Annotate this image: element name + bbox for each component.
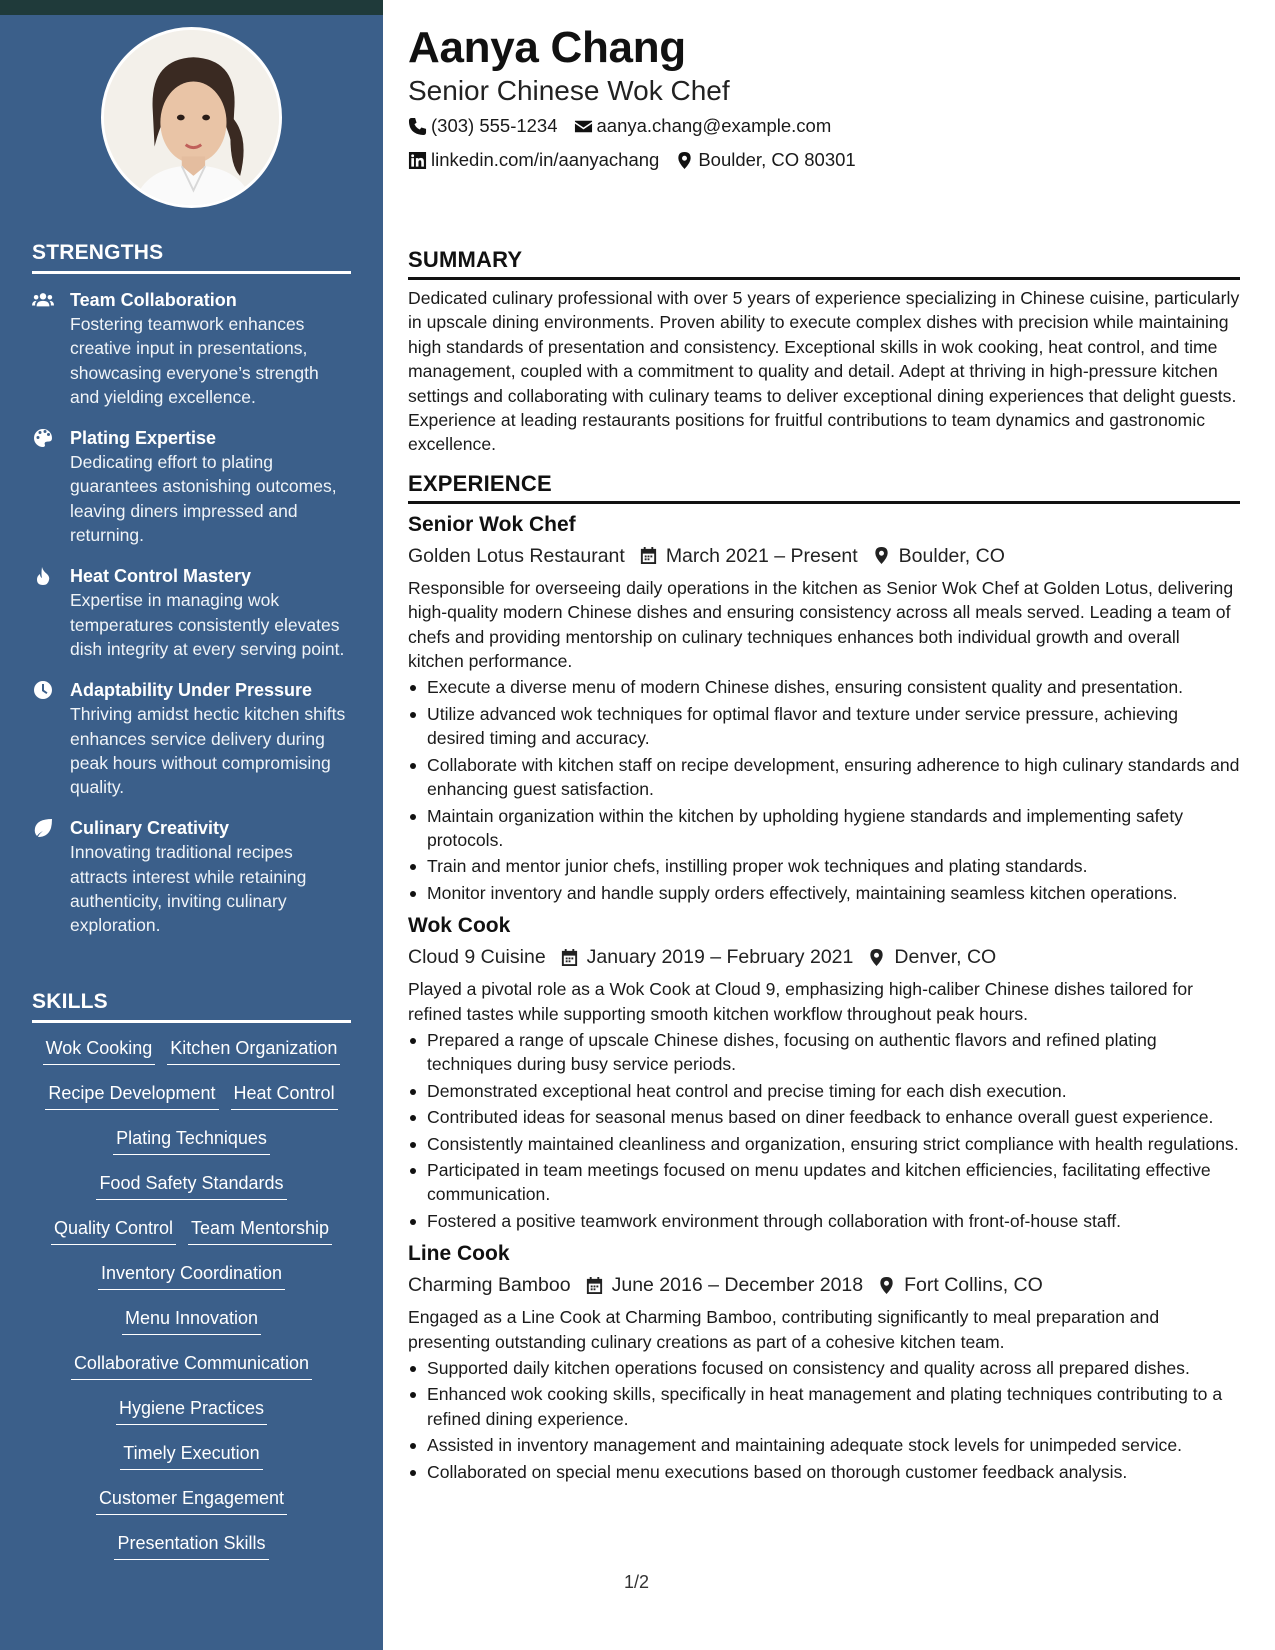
profile-photo (101, 27, 282, 208)
bullet-item: Consistently maintained cleanliness and organization, ensuring strict compliance with health regulations. (408, 1132, 1240, 1156)
job-location: Fort Collins, CO (904, 1274, 1043, 1297)
linkedin-icon (408, 151, 427, 170)
job-meta (408, 941, 1240, 973)
page-number: 1/2 (624, 1572, 650, 1592)
bullet-item: Demonstrated exceptional heat control and precise timing for each dish execution. (408, 1079, 1240, 1103)
skill-tag: Team Mentorship (188, 1215, 332, 1245)
strength-desc: Fostering teamwork enhances creative input in presentations, showcasing everyone’s strength and yielding excellence. (70, 314, 319, 407)
bullet-item: Assisted in inventory management and maintaining adequate stock levels for unimpeded service. (408, 1433, 1240, 1457)
sidebar-top-bar (0, 0, 383, 15)
map-pin-icon (867, 948, 886, 967)
bullet-item: Fostered a positive teamwork environment through collaboration with front-of-house staff. (408, 1209, 1240, 1233)
bullet-item: Train and mentor junior chefs, instilling proper wok techniques and plating standards. (408, 854, 1240, 878)
phone-number: (303) 555-1234 (431, 115, 558, 136)
email-address[interactable]: aanya.chang@example.com (596, 115, 832, 136)
skills-list (32, 1032, 351, 1572)
main-content (408, 22, 1240, 1486)
bullet-item: Monitor inventory and handle supply orders effectively, maintaining seamless kitchen operations. (408, 881, 1240, 905)
job-bullets (408, 675, 1240, 905)
map-pin-icon (872, 546, 891, 565)
strength-item (32, 816, 352, 937)
skill-tag: Timely Execution (120, 1440, 262, 1470)
job-bullets (408, 1356, 1240, 1484)
job-title: Line Cook (408, 1242, 510, 1266)
summary-text: Dedicated culinary professional with over 5 years of experience specializing in Chinese cuisine, particularly in upscale dining environments. Proven ability to execute complex dishes with precision while maintaining high standards of presentation and consistency. Exceptional skills in wok cooking, heat control, and time management, coupled with a commitment to quality and detail. Adept at thriving in high-pressure kitchen settings and collaborating with culinary teams to deliver exceptional dining experiences that delight guests. Experience at leading restaurants positions for fruitful contributions to team dynamics and gastronomic excellence. (408, 288, 1240, 455)
skill-tag: Kitchen Organization (167, 1035, 340, 1065)
job-location: Denver, CO (894, 946, 997, 969)
strength-desc: Innovating traditional recipes attracts interest while retaining authenticity, inviting culinary exploration. (70, 842, 307, 936)
job-meta (408, 540, 1240, 572)
skill-tag: Wok Cooking (43, 1035, 156, 1065)
job-entry (408, 1239, 1240, 1484)
candidate-name: Aanya Chang (408, 23, 686, 72)
experience-heading: EXPERIENCE (408, 471, 1240, 504)
job-description: Responsible for overseeing daily operations in the kitchen as Senior Wok Chef at Golden Lotus, delivering high-quality modern Chinese dishes and ensuring consistency across all meals served. Leading a team of chefs and providing mentorship on culinary techniques enhances both individual growth and overall kitchen performance. (408, 577, 1234, 672)
job-bullets (408, 1028, 1240, 1233)
phone-contact (408, 110, 558, 142)
location-contact (675, 144, 855, 176)
job-title: Wok Cook (408, 914, 511, 938)
skill-tag: Collaborative Communication (71, 1350, 312, 1380)
strength-item (32, 564, 352, 661)
bullet-item: Maintain organization within the kitchen by upholding hygiene standards and implementing safety protocols. (408, 804, 1240, 853)
strength-item (32, 678, 352, 799)
job-location: Boulder, CO (898, 544, 1005, 567)
skill-tag: Customer Engagement (96, 1485, 287, 1515)
job-entry (408, 911, 1240, 1233)
bullet-item: Collaborated on special menu executions based on thorough customer feedback analysis. (408, 1460, 1240, 1484)
fire-icon (32, 564, 70, 661)
strength-title: Adaptability Under Pressure (70, 680, 313, 701)
leaf-icon (32, 816, 70, 937)
bullet-item: Collaborate with kitchen staff on recipe development, ensuring adherence to high culinary standards and enhancing guest satisfaction. (408, 753, 1240, 802)
users-icon (32, 288, 70, 409)
skill-tag: Heat Control (231, 1080, 338, 1110)
job-title: Senior Wok Chef (408, 512, 576, 536)
skills-heading: SKILLS (32, 990, 351, 1023)
skill-tag: Quality Control (51, 1215, 176, 1245)
bullet-item: Execute a diverse menu of modern Chinese dishes, ensuring consistent quality and presentation. (408, 675, 1240, 699)
envelope-icon (574, 117, 593, 136)
strength-title: Culinary Creativity (70, 818, 230, 839)
bullet-item: Supported daily kitchen operations focused on consistency and quality across all prepared dishes. (408, 1356, 1240, 1380)
location-text: Boulder, CO 80301 (698, 149, 856, 170)
linkedin-contact[interactable] (408, 144, 659, 176)
calendar-icon (585, 1276, 604, 1295)
contact-row (408, 144, 1240, 176)
job-dates: January 2019 – February 2021 (586, 946, 854, 969)
job-company: Charming Bamboo (408, 1274, 571, 1297)
job-company: Golden Lotus Restaurant (408, 544, 625, 567)
job-dates: June 2016 – December 2018 (611, 1274, 864, 1297)
strength-desc: Dedicating effort to plating guarantees astonishing outcomes, leaving diners impressed and returning. (70, 452, 337, 546)
job-meta (408, 1269, 1240, 1301)
strength-item (32, 288, 352, 409)
skill-tag: Inventory Coordination (98, 1260, 285, 1290)
strength-item (32, 426, 352, 547)
sidebar (0, 0, 383, 1650)
bullet-item: Prepared a range of upscale Chinese dishes, focusing on authentic flavors and refined plating techniques during busy service periods. (408, 1028, 1240, 1077)
skill-tag: Presentation Skills (114, 1530, 268, 1560)
skill-tag: Recipe Development (45, 1080, 218, 1110)
candidate-title: Senior Chinese Wok Chef (408, 75, 730, 106)
skill-tag: Hygiene Practices (116, 1395, 267, 1425)
map-pin-icon (675, 151, 694, 170)
strength-desc: Expertise in managing wok temperatures consistently elevates dish integrity at every serving point. (70, 590, 345, 659)
strength-desc: Thriving amidst hectic kitchen shifts enhances service delivery during peak hours without compromising quality. (70, 704, 346, 798)
clock-icon (32, 678, 70, 799)
summary-heading: SUMMARY (408, 247, 1240, 280)
job-company: Cloud 9 Cuisine (408, 946, 546, 969)
calendar-icon (639, 546, 658, 565)
strength-title: Heat Control Mastery (70, 566, 252, 587)
job-description: Engaged as a Line Cook at Charming Bamboo, contributing significantly to meal preparation and presenting outstanding culinary creations as part of a cohesive kitchen team. (408, 1307, 1160, 1352)
strengths-list (32, 288, 352, 955)
skill-tag: Plating Techniques (113, 1125, 270, 1155)
strength-title: Team Collaboration (70, 290, 237, 310)
skill-tag: Menu Innovation (122, 1305, 261, 1335)
linkedin-url[interactable]: linkedin.com/in/aanyachang (431, 149, 660, 170)
map-pin-icon (877, 1276, 896, 1295)
job-description: Played a pivotal role as a Wok Cook at Cloud 9, emphasizing high-caliber Chinese dishes tailored for refined tastes while supporting smooth kitchen workflow throughout peak hours. (408, 979, 1193, 1024)
strengths-heading: STRENGTHS (32, 241, 351, 274)
skill-tag: Food Safety Standards (96, 1170, 286, 1200)
email-contact[interactable] (574, 110, 832, 142)
bullet-item: Utilize advanced wok techniques for optimal flavor and texture under service pressure, achieving desired timing and accuracy. (408, 702, 1240, 751)
bullet-item: Enhanced wok cooking skills, specifically in heat management and plating techniques contributing to a refined dining experience. (408, 1382, 1240, 1431)
palette-icon (32, 426, 70, 547)
bullet-item: Contributed ideas for seasonal menus based on diner feedback to enhance overall guest experience. (408, 1105, 1240, 1129)
job-entry (408, 510, 1240, 905)
phone-icon (408, 117, 427, 136)
job-dates: March 2021 – Present (665, 544, 858, 567)
strength-title: Plating Expertise (70, 428, 217, 449)
calendar-icon (560, 948, 579, 967)
bullet-item: Participated in team meetings focused on menu updates and kitchen efficiencies, facilitating effective communication. (408, 1158, 1240, 1207)
contact-row (408, 110, 1240, 142)
